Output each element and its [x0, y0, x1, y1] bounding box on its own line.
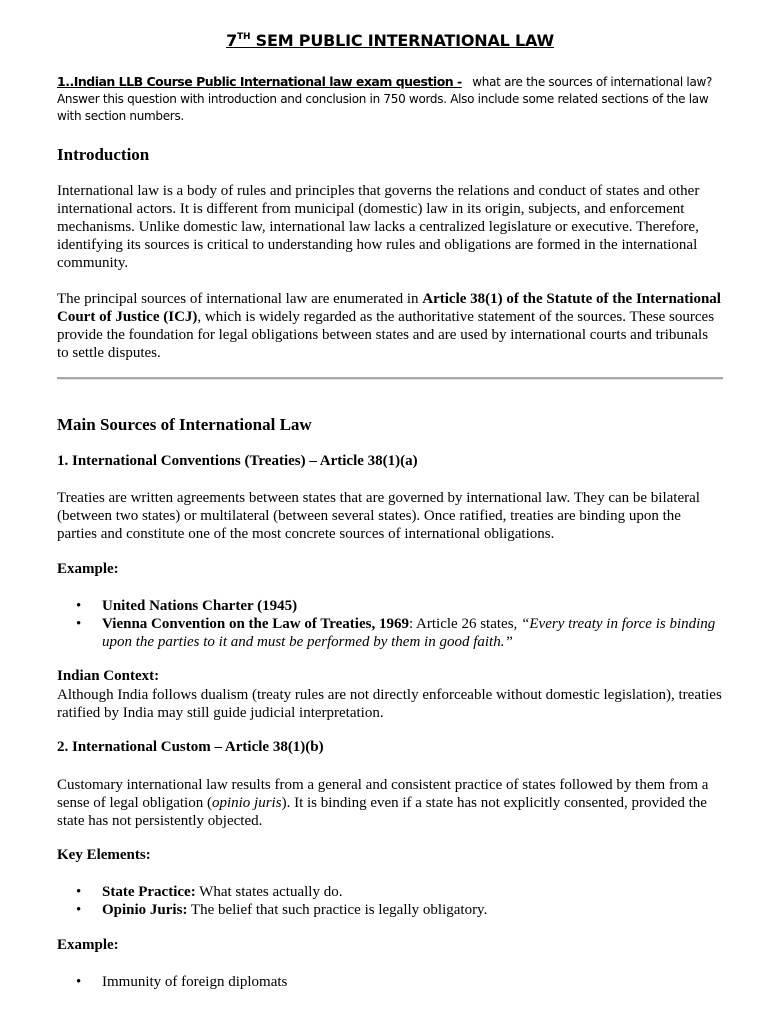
- custom-heading: 2. International Custom – Article 38(1)(b): [57, 739, 324, 755]
- list-item: [57, 901, 723, 919]
- title-text: SEM PUBLIC INTERNATIONAL LAW: [250, 31, 554, 50]
- horizontal-divider: [57, 377, 723, 380]
- question-lead: 1..Indian LLB Course Public International law exam question -: [57, 74, 462, 89]
- key-opinio-juris-text: The belief that such practice is legally obligatory.: [187, 902, 488, 918]
- title-superscript: TH: [237, 32, 251, 42]
- introduction-paragraph-1: International law is a body of rules and principles that governs the relations and conduct of states and other international actors. It is different from municipal (domestic) law in its origin, subjects, and enforcement mechanisms. Unlike domestic law, international law lacks a centralized legislature or executive. Therefore, identifying its sources is critical to understanding how rules and obligations are formed in the international community.: [57, 183, 700, 271]
- custom-body-pre: Customary international law results from a general and consistent practice of states followed by them from a sense of legal obligation (: [57, 777, 709, 811]
- exam-question: [57, 73, 723, 125]
- intro-p2-post: , which is widely regarded as the authoritative statement of the sources. These sources provide the foundation for legal obligations between states and are used by international courts and tribunals to settle disputes.: [57, 309, 715, 361]
- custom-paragraph: [57, 776, 723, 830]
- key-elements-list: [57, 883, 723, 919]
- treaties-heading: 1. International Conventions (Treaties) – Article 38(1)(a): [57, 453, 418, 469]
- custom-example-label: Example:: [57, 937, 119, 953]
- custom-body-post: ). It is binding even if a state has not explicitly consented, provided the state has not persistently objected.: [57, 795, 707, 829]
- custom-example-list: [57, 973, 723, 991]
- example-vienna-convention: Vienna Convention on the Law of Treaties, 1969: [102, 616, 409, 632]
- introduction-heading: Introduction: [57, 145, 150, 164]
- key-state-practice-label: State Practice:: [102, 884, 196, 900]
- list-item: [57, 597, 723, 615]
- document-title: [57, 31, 723, 50]
- intro-p2-pre: The principal sources of international law are enumerated in: [57, 291, 423, 307]
- title-number: 7: [226, 31, 237, 50]
- key-state-practice-text: What states actually do.: [195, 884, 343, 900]
- introduction-paragraph-2: [57, 290, 723, 362]
- list-item: [57, 615, 723, 651]
- indian-context-label: Indian Context:: [57, 668, 160, 684]
- example-vienna-mid: : Article 26 states,: [408, 616, 522, 632]
- question-text: what are the sources of international law? Answer this question with introduction and conclusion in 750 words. Also include some related sections of the law with section numbers.: [57, 75, 713, 123]
- example-un-charter: United Nations Charter (1945): [102, 598, 298, 614]
- treaties-paragraph: Treaties are written agreements between states that are governed by international law. They can be bilateral (between two states) or multilateral (between several states). Once ratified, treaties are binding upon the parties and constitute one of the most concrete sources of international obligations.: [57, 490, 700, 542]
- custom-body-italic: opinio juris: [211, 795, 282, 811]
- key-elements-label: Key Elements:: [57, 847, 151, 863]
- list-item: [57, 883, 723, 901]
- example-vienna-quote: “Every treaty in force is binding upon the parties to it and must be performed by them in good faith.”: [102, 616, 716, 650]
- main-sources-heading: Main Sources of International Law: [57, 415, 312, 434]
- key-opinio-juris-label: Opinio Juris:: [102, 902, 188, 918]
- treaties-example-label: Example:: [57, 561, 119, 577]
- example-diplomat-immunity: Immunity of foreign diplomats: [102, 974, 288, 990]
- list-item: [57, 973, 723, 991]
- intro-p2-bold: Article 38(1) of the Statute of the International Court of Justice (ICJ): [57, 291, 721, 325]
- treaties-example-list: [57, 597, 723, 651]
- indian-context-paragraph: Although India follows dualism (treaty rules are not directly enforceable without domestic legislation), treaties ratified by India may still guide judicial interpretation.: [57, 687, 722, 721]
